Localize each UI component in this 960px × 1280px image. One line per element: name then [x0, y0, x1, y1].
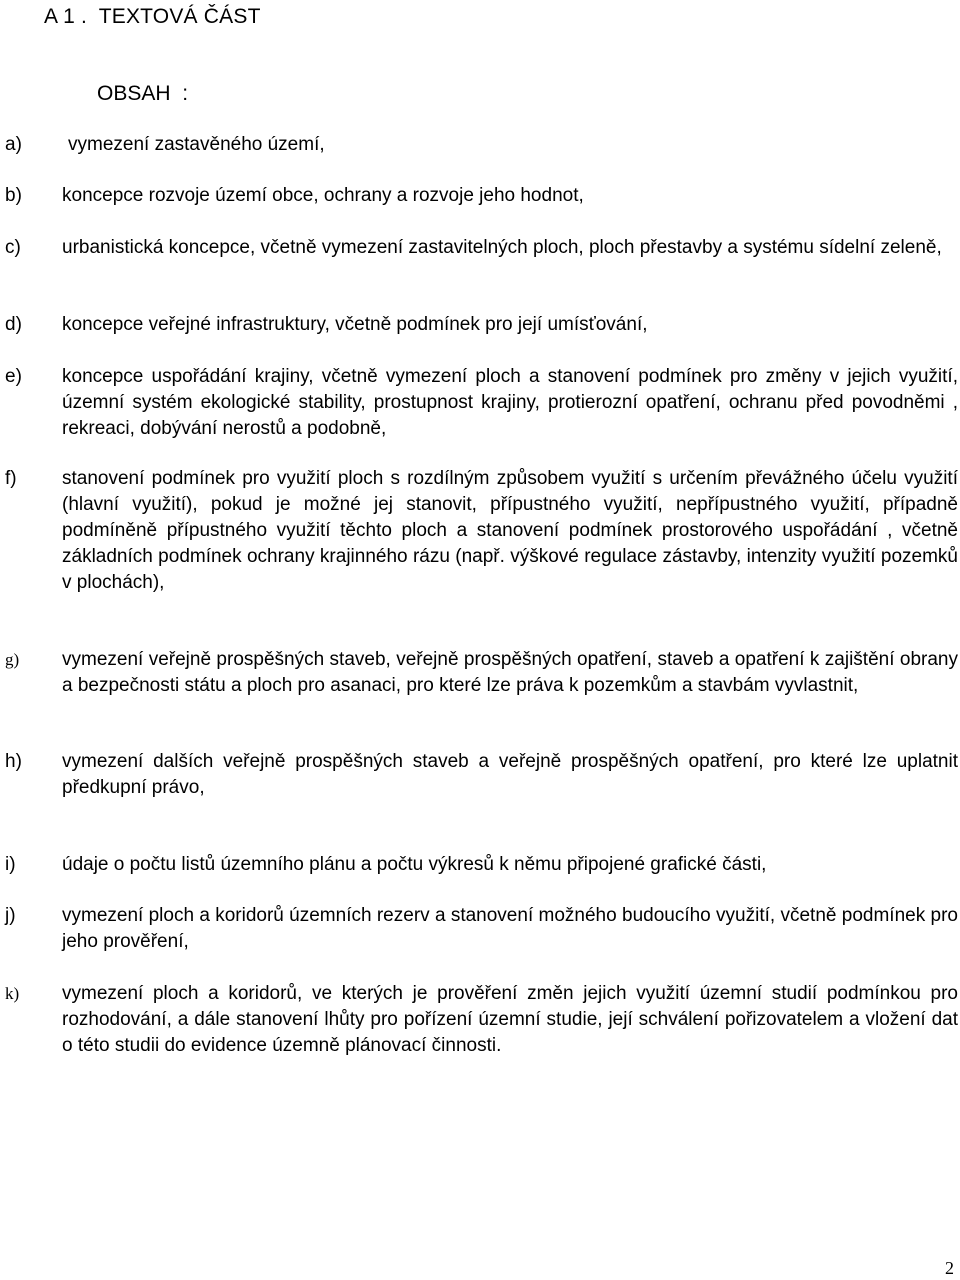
item-text: koncepce rozvoje území obce, ochrany a rozvoje jeho hodnot, — [62, 185, 584, 206]
item-letter: h) — [5, 751, 22, 772]
item-letter: c) — [5, 237, 21, 258]
item-text: urbanistická koncepce, včetně vymezení zastavitelných ploch, ploch přestavby a systému sídelní zeleně, — [62, 237, 942, 258]
item-text: koncepce veřejné infrastruktury, včetně podmínek pro její umísťování, — [62, 314, 648, 335]
item-text: vymezení dalších veřejně prospěšných staveb a veřejně prospěšných opatření, pro které lze uplatnit předkupní právo, — [62, 751, 958, 798]
item-text: koncepce uspořádání krajiny, včetně vymezení ploch a stanovení podmínek pro změny v jejich využití, územní systém ekologické stability, prostupnost krajiny, protierozní opatření, ochranu před povodněmi , rekreaci, dobývání nerostů a podobně, — [62, 366, 958, 439]
item-text: údaje o počtu listů územního plánu a počtu výkresů k němu připojené grafické části, — [62, 854, 767, 875]
item-letter: j) — [5, 905, 16, 926]
item-text: stanovení podmínek pro využití ploch s rozdílným způsobem využití s určením převážného účelu využití (hlavní využití), pokud je možné jej stanovit, přípustného využití, nepřípustného využití, případně podmíněně přípustného využití těchto ploch a stanovení podmínek prostorového uspořádání , včetně základních podmínek ochrany krajinného rázu (např. výškové regulace zástavby, intenzity využití pozemků v plochách), — [62, 468, 958, 593]
item-text: vymezení ploch a koridorů, ve kterých je prověření změn jejich využití územní studií podmínkou pro rozhodování, a dále stanovení lhůty pro pořízení územní studie, její schválení pořizovatelem a vložení dat o této studii do evidence územně plánovací činnosti. — [62, 983, 958, 1056]
contents-label: OBSAH : — [97, 82, 189, 105]
item-text: vymezení veřejně prospěšných staveb, veřejně prospěšných opatření, staveb a opatření k zajištění obrany a bezpečnosti státu a ploch pro asanaci, pro které lze práva k pozemkům a stavbám vyvlastnit, — [62, 649, 958, 696]
item-letter: d) — [5, 314, 22, 335]
item-letter: f) — [5, 468, 17, 489]
item-letter: k) — [5, 984, 20, 1003]
item-text: vymezení ploch a koridorů územních rezerv a stanovení možného budoucího využití, včetně podmínek pro jeho prověření, — [62, 905, 958, 952]
page-number: 2 — [945, 1258, 954, 1278]
item-text: vymezení zastavěného území, — [68, 134, 325, 155]
item-letter: g) — [5, 650, 20, 669]
item-letter: b) — [5, 185, 22, 206]
item-letter: e) — [5, 366, 22, 387]
item-letter: a) — [5, 134, 22, 155]
document-heading: A 1 . TEXTOVÁ ČÁST — [44, 5, 261, 28]
item-letter: i) — [5, 854, 16, 875]
